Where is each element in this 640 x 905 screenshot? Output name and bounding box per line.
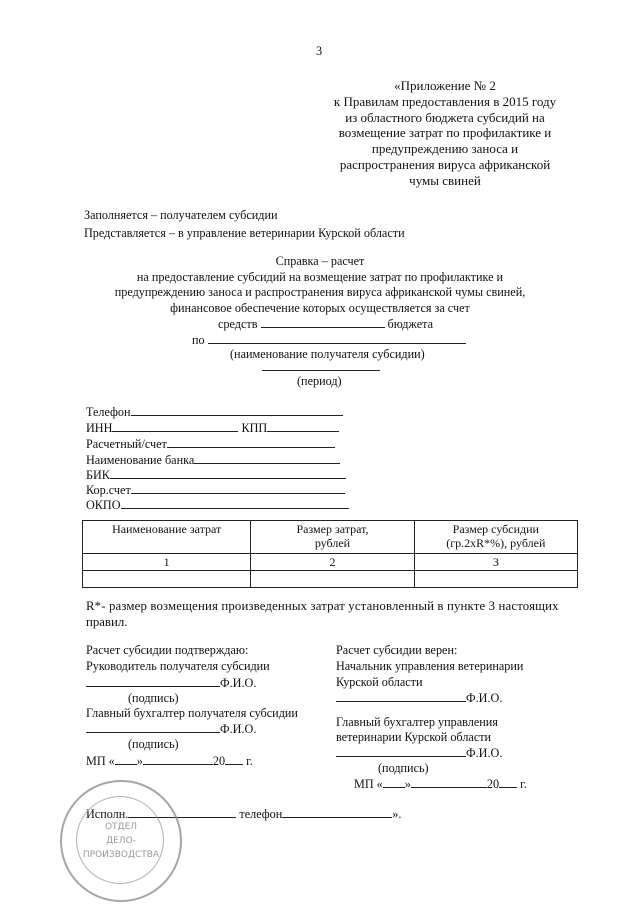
title-block [70, 254, 570, 316]
footnote-line: правил. [86, 615, 128, 629]
seal-text: ПРОИЗВОДСТВА [82, 850, 160, 860]
corr-input[interactable] [131, 482, 345, 494]
fill-note: Заполняется – получателем субсидии [84, 208, 278, 222]
appendix-line: возмещение затрат по профилактике и [338, 125, 552, 141]
corr-field [86, 482, 345, 498]
table-number-row [83, 554, 578, 571]
title-line: на предоставление субсидий на возмещение затрат по профилактике и [136, 269, 504, 284]
inn-input[interactable] [112, 420, 238, 432]
table-row [83, 571, 578, 588]
executor-phone-blank[interactable] [282, 806, 392, 818]
bank-field [86, 452, 340, 468]
corr-label: Кор.счет [86, 483, 131, 497]
right-date-line: МП « » 20 г. [354, 777, 527, 791]
month-blank[interactable] [143, 753, 213, 765]
signature-line[interactable] [86, 721, 220, 733]
okpo-label: ОКПО [86, 498, 121, 512]
appendix-line: «Приложение № 2 [394, 78, 496, 93]
header-cost-amount: Размер затрат, рублей [251, 521, 414, 554]
funds-label: средств [218, 317, 258, 331]
appendix-line: предупреждению заноса и [371, 141, 519, 157]
signature-line[interactable] [86, 675, 220, 687]
sign-caption: (подпись) [128, 691, 179, 705]
inn-label: ИНН [86, 421, 113, 435]
fio-label: Ф.И.О. [466, 691, 503, 705]
day-blank[interactable] [115, 753, 137, 765]
bik-field [86, 467, 346, 483]
okpo-field [86, 497, 349, 513]
table-cell[interactable] [251, 571, 414, 588]
table-cell: 3 [414, 554, 577, 571]
recipient-blank[interactable] [208, 332, 466, 344]
year-blank[interactable] [499, 776, 517, 788]
table-cell: 1 [83, 554, 251, 571]
bik-input[interactable] [110, 467, 346, 479]
header-subsidy-amount: Размер субсидии (гр.2xR*%), рублей [414, 521, 577, 554]
recipient-head-label: Руководитель получателя субсидии [86, 659, 270, 673]
confirm-label: Расчет субсидии подтверждаю: [86, 643, 249, 657]
recipient-accountant-sign [86, 721, 256, 737]
by-label: по [192, 333, 205, 347]
left-date-line: МП « » 20 г. [86, 754, 253, 768]
fio-label: Ф.И.О. [466, 746, 503, 760]
executor-label: Исполн. [86, 807, 129, 821]
inn-kpp-field [86, 420, 339, 436]
appendix-line: чумы свиней [409, 172, 481, 188]
submit-note: Представляется – в управление ветеринарии Курской области [84, 226, 405, 240]
recipient-caption: (наименование получателя субсидии) [230, 347, 425, 361]
fio-label: Ф.И.О. [220, 722, 257, 736]
executor-line: Исполн. телефон ». [86, 807, 402, 821]
period-caption: (период) [297, 374, 342, 388]
signature-line[interactable] [336, 745, 466, 757]
funds-blank[interactable] [261, 316, 385, 328]
table-cell: 2 [251, 554, 414, 571]
recipient-accountant-label: Главный бухгалтер получателя субсидии [86, 706, 298, 720]
appendix-header [300, 78, 590, 189]
table-cell[interactable] [414, 571, 577, 588]
okpo-input[interactable] [121, 497, 349, 509]
recipient-head-sign [86, 675, 256, 691]
table-cell[interactable] [83, 571, 251, 588]
account-label: Расчетный/счет [86, 437, 167, 451]
vet-accountant-label-2: ветеринарии Курской области [336, 730, 492, 744]
bik-label: БИК [86, 468, 110, 482]
signature-line[interactable] [336, 690, 466, 702]
seal-text: ОТДЕЛ [104, 822, 138, 832]
kpp-input[interactable] [267, 420, 339, 432]
recipient-line [192, 332, 466, 348]
appendix-line: из областного бюджета субсидий на [345, 109, 545, 125]
title-line: предупреждению заноса и распространения вируса африканской чумы свиней, [114, 285, 526, 299]
page-number: 3 [316, 44, 323, 58]
form-title: Справка – расчет [275, 254, 365, 268]
footnote-line: R*- размер возмещения произведенных затрат установленный в пункте 3 настоящих [86, 599, 559, 613]
day-blank[interactable] [383, 776, 405, 788]
account-field [86, 436, 335, 452]
phone-label: телефон [239, 807, 283, 821]
kpp-label: КПП [241, 421, 268, 435]
costs-table [82, 520, 578, 588]
seal-text: ДЕЛО- [106, 836, 136, 846]
period-blank[interactable] [262, 362, 380, 371]
funds-line [218, 316, 433, 332]
bank-label: Наименование банка [86, 453, 195, 467]
month-blank[interactable] [411, 776, 487, 788]
vet-accountant-sign [336, 745, 502, 761]
phone-label: Телефон [86, 405, 131, 419]
budget-label: бюджета [387, 317, 433, 331]
verified-label: Расчет субсидии верен: [336, 643, 458, 657]
sign-caption: (подпись) [378, 761, 429, 775]
seal-stamp [60, 780, 182, 902]
sign-caption: (подпись) [128, 737, 179, 751]
appendix-line: к Правилам предоставления в 2015 году [333, 93, 557, 109]
phone-input[interactable] [131, 404, 343, 416]
phone-field [86, 404, 343, 420]
table-header-row [83, 521, 578, 554]
vet-head-label: Начальник управления ветеринарии [336, 659, 524, 673]
bank-input[interactable] [194, 452, 340, 464]
appendix-line: распространения вируса африканской [339, 156, 551, 172]
vet-head-sign [336, 690, 502, 706]
vet-head-label-2: Курской области [336, 675, 423, 689]
vet-accountant-label: Главный бухгалтер управления [336, 715, 498, 729]
header-cost-name: Наименование затрат [83, 521, 251, 554]
title-line: финансовое обеспечение которых осуществляется за счет [170, 300, 470, 315]
fio-label: Ф.И.О. [220, 676, 257, 690]
account-input[interactable] [167, 436, 335, 448]
year-blank[interactable] [225, 753, 243, 765]
